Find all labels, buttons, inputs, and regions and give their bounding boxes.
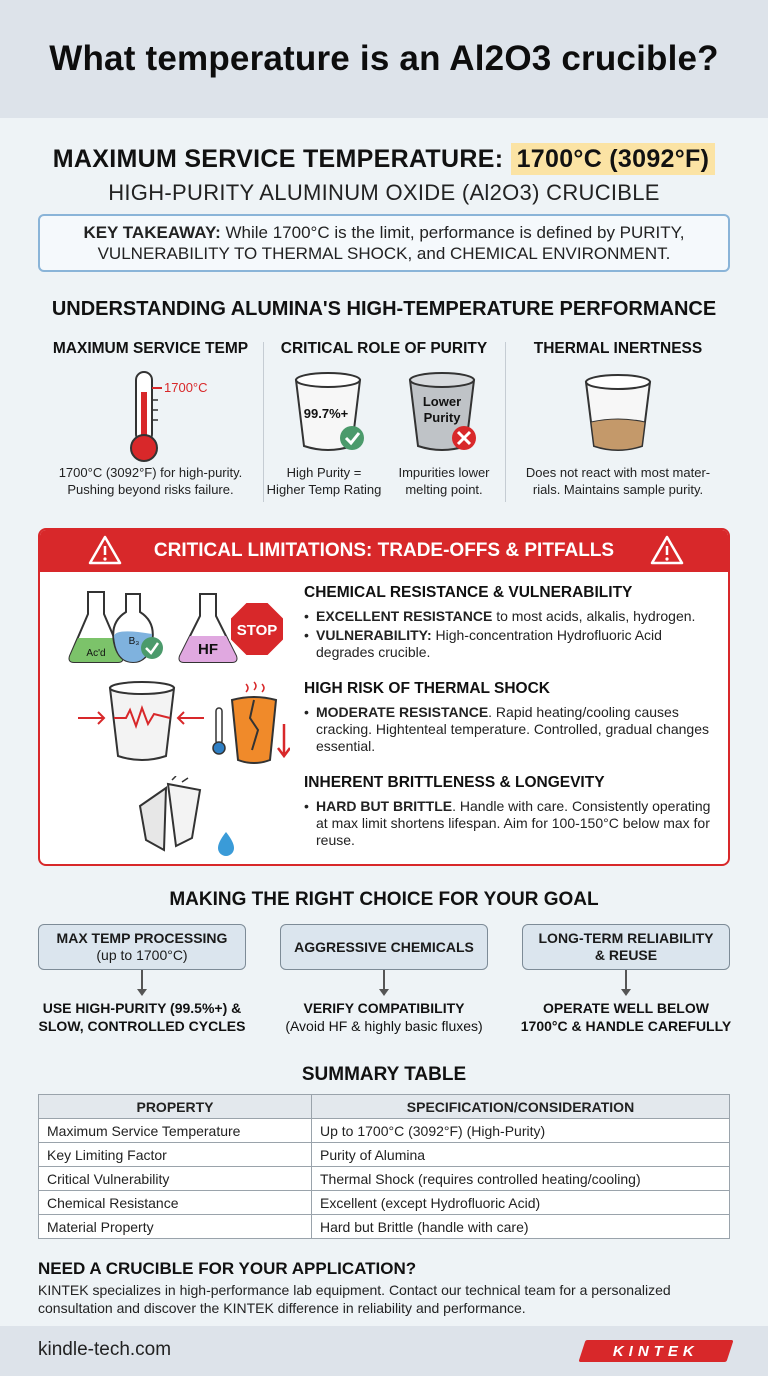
table-cell: Maximum Service Temperature (39, 1119, 312, 1143)
block-item (304, 627, 724, 661)
option-label: AGGRESSIVE CHEMICALS (294, 938, 474, 955)
item-bold: MODERATE RESISTANCE (316, 704, 489, 720)
option-label: MAX TEMP PROCESSING (56, 930, 228, 946)
table-header: PROPERTY (39, 1095, 312, 1119)
block-item (304, 608, 724, 625)
block-item (304, 704, 724, 755)
table-header: SPECIFICATION/CONSIDERATION (312, 1095, 730, 1119)
block-title: INHERENT BRITTLENESS & LONGEVITY (304, 774, 605, 791)
table-cell: Chemical Resistance (39, 1191, 312, 1215)
table-row (39, 1167, 730, 1191)
item-bold: EXCELLENT RESISTANCE (316, 608, 493, 624)
takeaway-label: KEY TAKEAWAY: (83, 223, 221, 242)
block-list (304, 608, 724, 661)
perf-col-caption (38, 464, 263, 498)
high-purity-label: 99.7%+ (303, 406, 349, 421)
flask-label-acid: Ac'd (86, 648, 106, 659)
summary-table (38, 1094, 730, 1239)
block-title: CHEMICAL RESISTANCE & VULNERABILITY (304, 584, 633, 601)
key-takeaway-box (38, 214, 730, 272)
arrow-down-icon (383, 970, 385, 992)
chemical-flasks-icon (64, 584, 290, 670)
limitations-panel (38, 528, 730, 866)
result-line: VERIFY COMPATIBILITY (303, 1000, 465, 1016)
hero (0, 145, 768, 206)
summary-title: SUMMARY TABLE (301, 1064, 467, 1085)
caption-line: Impurities lower (398, 465, 490, 480)
max-temp-value: 1700°C (3092°F) (511, 143, 716, 175)
block-list (304, 704, 724, 755)
table-cell: Excellent (except Hydrofluoric Acid) (312, 1191, 730, 1215)
perf-col-max-temp (38, 340, 263, 510)
table-cell: Key Limiting Factor (39, 1143, 312, 1167)
table-row (39, 1143, 730, 1167)
limitations-header (40, 530, 728, 572)
result-line: OPERATE WELL BELOW (543, 1000, 709, 1016)
perf-col-title: THERMAL INERTNESS (533, 340, 703, 357)
low-purity-label-2: Purity (423, 410, 461, 425)
caption-line: High Purity = (286, 465, 362, 480)
call-to-action (38, 1259, 738, 1317)
brittleness-block (304, 774, 724, 851)
result-line: 1700°C & HANDLE CAREFULLY (520, 1018, 732, 1034)
option-label: LONG-TERM RELIABILITY (538, 930, 714, 946)
perf-col-caption (506, 464, 730, 498)
option-sub: (up to 1700°C) (96, 947, 188, 963)
table-cell: Hard but Brittle (handle with care) (312, 1215, 730, 1239)
low-purity-label-1: Lower (422, 394, 462, 409)
max-temp-label: MAXIMUM SERVICE TEMPERATURE: (52, 145, 504, 173)
thermometer-label: 1700°C (164, 380, 208, 395)
perf-col-title: MAXIMUM SERVICE TEMP (52, 340, 249, 357)
arrow-down-icon (141, 970, 143, 992)
page-header (0, 0, 768, 118)
choice-result-max-temp (30, 999, 254, 1035)
item-bold: HARD BUT BRITTLE (316, 798, 453, 814)
table-cell: Up to 1700°C (3092°F) (High-Purity) (312, 1119, 730, 1143)
thermal-shock-block (304, 680, 724, 757)
site-url-link[interactable]: kindle-tech.com (38, 1339, 172, 1360)
item-text: . Rapid heating/cooling causes cracking. Hightenteal temperature. Controlled, gradual changes essential. (316, 704, 710, 754)
item-text: to most acids, alkalis, hydrogen. (492, 608, 696, 624)
item-text: High-concentration Hydrofluoric Acid degrades crucible. (316, 627, 662, 660)
warning-icon (88, 534, 122, 566)
block-item (304, 798, 724, 849)
choice-option-reliability (522, 924, 730, 970)
thermometer-icon (38, 366, 263, 466)
hero-subtitle: HIGH-PURITY ALUMINUM OXIDE (Al2O3) CRUCIBLE (108, 180, 660, 205)
block-list (304, 798, 724, 849)
table-cell: Material Property (39, 1215, 312, 1239)
option-sub: & REUSE (594, 947, 658, 963)
table-row (39, 1191, 730, 1215)
broken-crucible-icon (64, 776, 290, 860)
table-row (39, 1119, 730, 1143)
choice-option-max-temp (38, 924, 246, 970)
kintek-logo (578, 1340, 733, 1362)
logo-text: KINTEK (613, 1342, 699, 1360)
warning-icon (650, 534, 684, 566)
max-temp-line (0, 145, 768, 174)
table-row (39, 1215, 730, 1239)
choice-option-chemicals (280, 924, 488, 970)
choice-result-reliability (514, 999, 738, 1035)
thermal-shock-icon (64, 678, 290, 768)
limitations-title: CRITICAL LIMITATIONS: TRADE-OFFS & PITFALLS (153, 540, 615, 561)
chemical-resistance-block (304, 584, 724, 663)
result-line: SLOW, CONTROLLED CYCLES (38, 1018, 246, 1034)
result-line: USE HIGH-PURITY (99.5%+) & (42, 1000, 242, 1016)
stop-sign-label: STOP (236, 622, 278, 639)
takeaway-text-2: VULNERABILITY TO THERMAL SHOCK, and CHEMICAL ENVIRONMENT. (97, 244, 671, 263)
caption-line: melting point. (405, 482, 483, 497)
caption-right (384, 464, 504, 498)
perf-col-title: CRITICAL ROLE OF PURITY (280, 340, 488, 357)
table-cell: Purity of Alumina (312, 1143, 730, 1167)
result-line: (Avoid HF & highly basic fluxes) (285, 1018, 483, 1034)
table-cell: Thermal Shock (requires controlled heating/cooling) (312, 1167, 730, 1191)
item-text: . Handle with care. Consistently operating at max limit shortens lifespan. Aim for 100-150°C below max for reuse. (316, 798, 711, 848)
purity-crucibles-icon (264, 366, 504, 462)
item-bold: VULNERABILITY: (316, 627, 432, 643)
perf-col-caption (264, 464, 504, 498)
arrow-down-icon (625, 970, 627, 992)
performance-title: UNDERSTANDING ALUMINA'S HIGH-TEMPERATURE PERFORMANCE (51, 298, 717, 320)
hf-label: HF (198, 641, 218, 658)
perf-col-purity (264, 340, 504, 510)
cta-body: KINTEK specializes in high-performance lab equipment. Contact our technical team for a personalized consultation and discover the KINTEK difference in reliability and performance. (38, 1282, 671, 1316)
flask-label-base: B₃ (128, 636, 140, 647)
choice-title: MAKING THE RIGHT CHOICE FOR YOUR GOAL (169, 889, 599, 910)
page-footer (0, 1326, 768, 1376)
table-header-row (39, 1095, 730, 1119)
cta-title: NEED A CRUCIBLE FOR YOUR APPLICATION? (38, 1259, 417, 1278)
takeaway-text-1: While 1700°C is the limit, performance is defined by PURITY, (225, 223, 685, 242)
crucible-sample-icon (506, 366, 730, 462)
block-title: HIGH RISK OF THERMAL SHOCK (304, 680, 550, 697)
choice-result-chemicals (264, 999, 504, 1035)
perf-col-inertness (506, 340, 730, 510)
caption-line: 1700°C (3092°F) for high-purity. (58, 465, 243, 480)
caption-line: Higher Temp Rating (266, 482, 382, 497)
caption-line: Pushing beyond risks failure. (67, 482, 234, 497)
caption-line: rials. Maintains sample purity. (532, 482, 704, 497)
caption-line: Does not react with most mater- (525, 465, 711, 480)
caption-left (264, 464, 384, 498)
page-title: What temperature is an Al2O3 crucible? (49, 39, 719, 78)
table-cell: Critical Vulnerability (39, 1167, 312, 1191)
